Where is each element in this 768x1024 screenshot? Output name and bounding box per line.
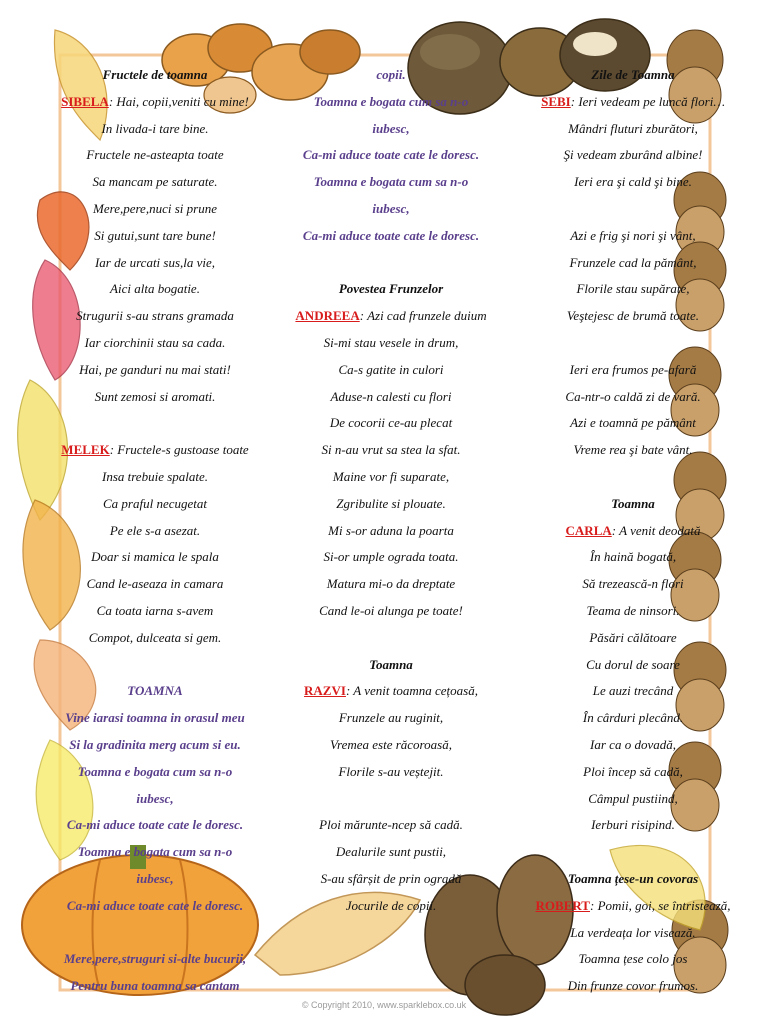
poem-line	[20, 250, 290, 277]
line-text: Si-mi stau vesele in drum,	[323, 334, 459, 350]
line-text: Iar de urcati sus,la vie,	[94, 254, 216, 270]
poem-line	[514, 544, 752, 571]
poem-line	[514, 732, 752, 759]
poem-line	[262, 250, 520, 277]
poem-line	[20, 786, 290, 813]
poem-line	[514, 786, 752, 813]
line-text: Povestea Frunzelor	[338, 281, 444, 297]
poem-line	[514, 357, 752, 384]
line-text: iubesc,	[372, 200, 410, 216]
line-text: Azi e frig şi nori şi vânt,	[570, 227, 696, 243]
poem-line	[262, 410, 520, 437]
poem-line	[20, 518, 290, 545]
poem-line	[262, 544, 520, 571]
poem-line	[262, 142, 520, 169]
poem-line	[262, 303, 520, 330]
poem-line	[20, 625, 290, 652]
poem-title	[262, 276, 520, 303]
line-text: Sa mancam pe saturate.	[92, 174, 218, 190]
line-text: Zgribulite si plouate.	[336, 495, 446, 511]
poem-line	[262, 839, 520, 866]
poem-line	[514, 893, 752, 920]
poem-line	[514, 196, 752, 223]
line-text: Frunzele cad la pământ,	[569, 254, 697, 270]
poem-line	[514, 330, 752, 357]
line-text: Azi e toamnă pe pământ	[570, 415, 696, 431]
line-text: Fructele ne-asteapta toate	[86, 147, 224, 163]
line-text: : A venit deodată	[611, 522, 701, 538]
poem-line	[262, 812, 520, 839]
poem-line	[20, 678, 290, 705]
poem-line	[20, 437, 290, 464]
poem-line	[20, 410, 290, 437]
line-text: Ca toata iarna s-avem	[96, 602, 214, 618]
poem-line	[262, 518, 520, 545]
line-text: Ierburi risipind.	[591, 817, 675, 833]
poem-line	[262, 732, 520, 759]
poem-line	[514, 410, 752, 437]
line-text: Toamna e bogata cum sa n-o	[313, 174, 469, 190]
poem-line	[514, 571, 752, 598]
line-text: Si la gradinita merg acum si eu.	[69, 736, 241, 752]
poem-line	[262, 116, 520, 143]
poem-line	[20, 223, 290, 250]
line-text: În haină bogată,	[589, 549, 677, 565]
speaker-name: ANDREEA	[295, 308, 360, 324]
poem-line	[20, 732, 290, 759]
poem-line	[20, 303, 290, 330]
poem-line	[514, 705, 752, 732]
line-text: Matura mi-o da dreptate	[326, 576, 456, 592]
line-text: Aici alta bogatie.	[110, 281, 200, 297]
poem-line	[20, 544, 290, 571]
poem-line	[20, 276, 290, 303]
line-text: Câmpul pustiind,	[588, 790, 678, 806]
line-text: Cu dorul de soare	[586, 656, 680, 672]
line-text: Ca-ntr-o caldă zi de vară.	[565, 388, 701, 404]
poem-line	[20, 491, 290, 518]
line-text: Să trezească-n flori	[582, 576, 684, 592]
poem-line	[262, 571, 520, 598]
poem-line	[20, 116, 290, 143]
line-text: Cand le-oi alunga pe toate!	[319, 602, 463, 618]
line-text: Toamna	[611, 495, 655, 511]
line-text: Ca-s gatite in culori	[338, 361, 444, 377]
poem-line	[262, 678, 520, 705]
line-text: Toamna țese colo jos	[578, 951, 688, 967]
poem-title	[262, 652, 520, 679]
line-text: Păsări călătoare	[589, 629, 677, 645]
line-text: De cocorii ce-au plecat	[329, 415, 453, 431]
poem-line	[514, 384, 752, 411]
speaker-name: SEBI	[541, 93, 571, 109]
line-text: Mere,pere,struguri si-alte bucurii,	[63, 951, 247, 967]
line-text: Ploi mărunte-ncep să cadă.	[319, 817, 463, 833]
line-text: Mere,pere,nuci si prune	[93, 200, 217, 216]
poem-line	[514, 920, 752, 947]
line-text: copii.	[376, 67, 406, 82]
poem-line	[262, 330, 520, 357]
line-text: La verdeața lor visează.	[570, 924, 696, 940]
line-text: Ieri era şi cald şi bine.	[574, 174, 692, 190]
line-text: iubesc,	[372, 120, 410, 136]
poem-line	[514, 89, 752, 116]
line-text: Şi vedeam zburând albine!	[563, 147, 703, 163]
poem-line	[20, 652, 290, 679]
line-text: Iar ciorchinii stau sa cada.	[84, 334, 226, 350]
poem-line	[20, 357, 290, 384]
poem-line	[20, 330, 290, 357]
poem-line	[514, 223, 752, 250]
speaker-name: RAZVI	[304, 683, 346, 699]
speaker-name: MELEK	[61, 442, 110, 458]
line-text: Ploi încep să cadă,	[583, 763, 683, 779]
poem-line	[20, 384, 290, 411]
poem-line	[514, 652, 752, 679]
line-text: Iar ca o dovadă,	[590, 736, 676, 752]
poem-line	[514, 276, 752, 303]
line-text: Teama de ninsori.	[586, 602, 680, 618]
poem-line	[514, 839, 752, 866]
line-text: Ca praful necugetat	[103, 495, 207, 511]
line-text: Si-or umple ograda toata.	[323, 549, 459, 565]
poem-line	[20, 759, 290, 786]
line-text: : Hai, copii,veniti cu mine!	[108, 93, 249, 109]
line-text: In livada-i tare bine.	[101, 120, 209, 136]
poem-line	[262, 223, 520, 250]
poem-line	[262, 384, 520, 411]
speaker-name: CARLA	[565, 522, 612, 538]
poem-line	[20, 705, 290, 732]
poem-line	[20, 571, 290, 598]
line-text: Fructele de toamna	[102, 67, 208, 82]
line-text: Doar si mamica le spala	[91, 549, 219, 565]
line-text: Toamna e bogata cum sa n-o	[77, 763, 233, 779]
poem-line	[514, 303, 752, 330]
line-text: În cârduri plecând.	[582, 710, 684, 726]
poem-line	[262, 357, 520, 384]
poem-title	[20, 62, 290, 89]
poem-column-middle	[262, 62, 520, 920]
line-text: Ca-mi aduce toate cate le doresc.	[66, 817, 244, 833]
line-text: Vremea este răcoroasă,	[330, 736, 452, 752]
line-text: TOAMNA	[127, 683, 183, 699]
line-text: Vreme rea şi bate vânt.	[573, 442, 693, 458]
line-text: Toamna e bogata cum sa n-o	[77, 844, 233, 860]
poem-line	[20, 169, 290, 196]
line-text: Ieri era frumos pe-afară	[569, 361, 697, 377]
line-text: Veştejesc de brumă toate.	[566, 308, 700, 324]
line-text: Pentru buna toamna sa cantam	[70, 978, 240, 994]
line-text: Cand le-aseaza in camara	[86, 576, 224, 592]
line-text: : Fructele-s gustoase toate	[109, 442, 249, 458]
poem-line	[20, 812, 290, 839]
line-text: Ca-mi aduce toate cate le doresc.	[66, 897, 244, 913]
line-text: Din frunze covor frumos.	[567, 978, 699, 994]
line-text: Sunt zemosi si aromati.	[94, 388, 216, 404]
poem-title	[514, 491, 752, 518]
poem-line	[20, 142, 290, 169]
line-text: Insa trebuie spalate.	[101, 468, 209, 484]
poem-line	[262, 437, 520, 464]
poem-line	[514, 142, 752, 169]
poem-line	[514, 946, 752, 973]
line-text: : Azi cad frunzele duium	[359, 308, 487, 324]
poem-line	[20, 866, 290, 893]
poem-line	[20, 89, 290, 116]
line-text: Mândri fluturi zburători,	[568, 120, 698, 136]
poem-line	[514, 169, 752, 196]
poem-column-right	[514, 62, 752, 1000]
poem-line	[514, 812, 752, 839]
poem-line	[262, 196, 520, 223]
speaker-name: SIBELA	[61, 93, 109, 109]
line-text: Pe ele s-a asezat.	[109, 522, 201, 538]
line-text: Aduse-n calesti cu flori	[330, 388, 452, 404]
line-text: S-au sfârșit de prin ogradă	[320, 870, 462, 886]
line-text: Mi s-or aduna la poarta	[328, 522, 454, 538]
poem-line	[514, 437, 752, 464]
poem-line	[262, 464, 520, 491]
poem-line	[262, 866, 520, 893]
poem-line	[262, 705, 520, 732]
line-text: Maine vor fi suparate,	[332, 468, 450, 484]
line-text: Vine iarasi toamna in orasul meu	[65, 710, 245, 726]
line-text: Jocurile de copii.	[345, 897, 437, 913]
line-text: iubesc,	[136, 790, 174, 806]
poem-line	[20, 464, 290, 491]
poem-line	[514, 116, 752, 143]
poem-line	[262, 759, 520, 786]
poem-line	[262, 169, 520, 196]
poem-line	[262, 89, 520, 116]
poem-line	[514, 625, 752, 652]
line-text: Frunzele au ruginit,	[338, 710, 444, 726]
poem-line	[514, 518, 752, 545]
line-text: Toamna țese-un covoras	[567, 870, 699, 886]
poem-line	[262, 786, 520, 813]
line-text: Si gutui,sunt tare bune!	[94, 227, 216, 243]
line-text: Dealurile sunt pustii,	[335, 844, 447, 860]
poem-line	[20, 946, 290, 973]
line-text: : A venit toamna cețoasă,	[345, 683, 478, 699]
poem-line	[262, 893, 520, 920]
poem-line	[20, 196, 290, 223]
line-text: Ca-mi aduce toate cate le doresc.	[302, 147, 480, 163]
poem-line	[514, 598, 752, 625]
copyright-notice: © Copyright 2010, www.sparklebox.co.uk	[301, 1000, 467, 1010]
line-text: : Pomii, goi, se întristează,	[589, 897, 731, 913]
poem-line	[20, 839, 290, 866]
line-text: : Ieri vedeam pe luncă flori…	[570, 93, 725, 109]
line-text: Toamna	[369, 656, 413, 672]
poem-line	[262, 598, 520, 625]
poem-title	[514, 866, 752, 893]
poem-line	[20, 920, 290, 947]
line-text: Strugurii s-au strans gramada	[76, 308, 234, 324]
poem-line	[262, 491, 520, 518]
line-text: Florile s-au veștejit.	[338, 763, 444, 779]
line-text: Le auzi trecând	[592, 683, 674, 699]
poem-line	[514, 973, 752, 1000]
poem-line	[20, 893, 290, 920]
poem-line	[514, 250, 752, 277]
poem-line	[514, 678, 752, 705]
poem-line	[514, 464, 752, 491]
poem-line	[262, 62, 520, 89]
poem-line	[20, 598, 290, 625]
line-text: Florile stau supărate,	[576, 281, 690, 297]
line-text: Zile de Toamna	[591, 67, 675, 82]
poem-line	[20, 973, 290, 1000]
line-text: Toamna e bogata cum sa n-o	[313, 93, 469, 109]
line-text: Ca-mi aduce toate cate le doresc.	[302, 227, 480, 243]
speaker-name: ROBERT	[535, 897, 590, 913]
poem-title	[514, 62, 752, 89]
poem-line	[262, 625, 520, 652]
line-text: Si n-au vrut sa stea la sfat.	[321, 442, 461, 458]
line-text: iubesc,	[136, 870, 174, 886]
poem-line	[514, 759, 752, 786]
poem-column-left	[20, 62, 290, 1000]
line-text: Hai, pe ganduri nu mai stati!	[79, 361, 231, 377]
line-text: Compot, dulceata si gem.	[88, 629, 222, 645]
